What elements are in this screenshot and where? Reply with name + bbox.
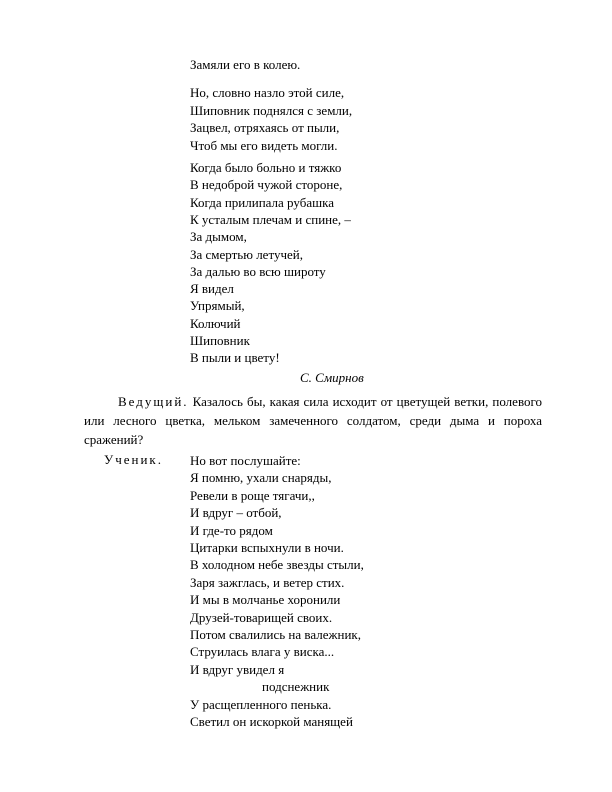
verse-line: И где-то рядом: [190, 522, 273, 538]
poem-author: С. Смирнов: [300, 370, 364, 385]
verse-line: Зацвел, отряхаясь от пыли,: [190, 120, 340, 135]
verse-line: За смертью летучей,: [190, 246, 303, 262]
verse-line: У расщепленного пенька.: [190, 696, 332, 712]
verse-line: Струилась влага у виска...: [190, 644, 335, 660]
verse-line: И мы в молчанье хоронили: [190, 592, 341, 608]
host-text: Казалось бы, какая сила исходит от цветущей ветки, полевого или лесного цветка, мельком замеченного солдатом, среди дыма и пороха сражений?: [84, 394, 542, 447]
pupil-speaker: Ученик.: [104, 452, 163, 467]
verse-line: Шиповник: [190, 333, 250, 348]
verse-line: В недоброй чужой стороне,: [190, 177, 343, 193]
verse-line: Светил он искоркой манящей: [190, 714, 353, 729]
verse-line: Замяли его в колею.: [190, 57, 301, 72]
verse-line: К усталым плечам и спине, –: [190, 211, 351, 227]
verse-line: За дымом,: [190, 229, 247, 245]
verse-line: Цитарки вспыхнули в ночи.: [190, 540, 344, 555]
verse-line: Упрямый,: [190, 298, 245, 314]
verse-line: Шиповник поднялся с земли,: [190, 102, 353, 118]
verse-line: Колючий: [190, 315, 241, 331]
verse-line: И вдруг – отбой,: [190, 505, 282, 521]
verse-line: Друзей-товарищей своих.: [190, 609, 333, 625]
host-paragraph: [84, 392, 542, 449]
verse-line: Но вот послушайте:: [190, 453, 301, 468]
verse-line: Когда прилипала рубашка: [190, 194, 334, 210]
verse-line: Я видел: [190, 281, 234, 297]
verse-line: В холодном небе звезды стыли,: [190, 557, 364, 573]
host-speaker: Ведущий.: [118, 394, 189, 409]
verse-line: За далью во всю широту: [190, 263, 326, 279]
verse-line: Ревели в роще тягачи,,: [190, 487, 315, 503]
verse-line: подснежник: [262, 679, 330, 695]
verse-line: И вдруг увидел я: [190, 661, 285, 677]
verse-line: В пыли и цвету!: [190, 350, 280, 366]
verse-line: Потом свалились на валежник,: [190, 627, 361, 642]
verse-line: Чтоб мы его видеть могли.: [190, 137, 338, 153]
verse-line: Заря зажглась, и ветер стих.: [190, 574, 345, 590]
verse-line: Когда было больно и тяжко: [190, 160, 342, 175]
verse-line: Я помню, ухали снаряды,: [190, 470, 332, 486]
verse-line: Но, словно назло этой силе,: [190, 85, 345, 100]
